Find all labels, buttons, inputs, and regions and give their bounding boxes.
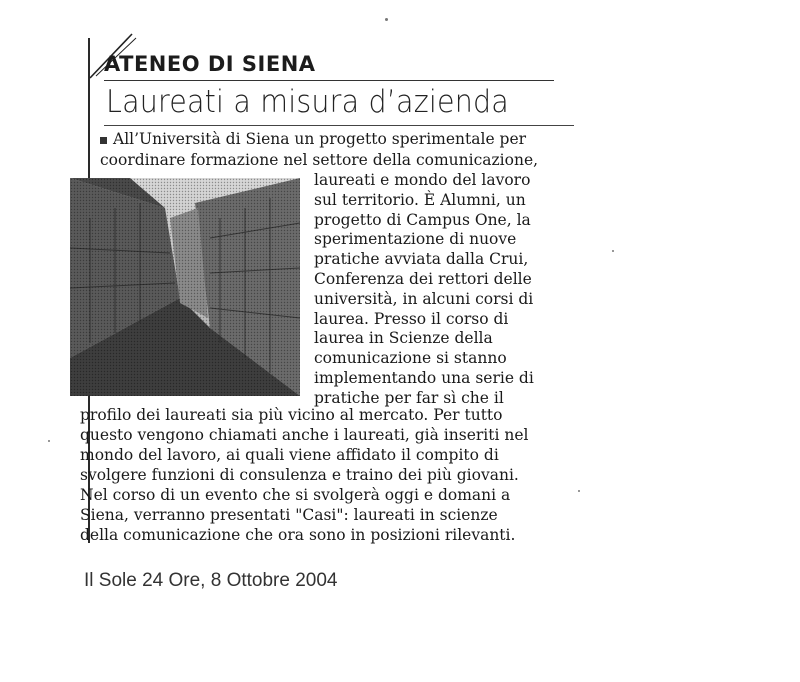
scan-speck: [48, 440, 50, 442]
text-line: mondo del lavoro, ai quali viene affidato il compito di: [80, 446, 499, 464]
text-line: sperimentazione di nuove: [314, 230, 517, 249]
section-rule: [104, 80, 554, 81]
lead-line: All’Università di Siena un progetto sperimentale per: [100, 129, 590, 150]
article-headline: Laureati a misura d’azienda: [106, 84, 509, 120]
article-photo: [70, 178, 300, 396]
text-line: laurea in Scienze della: [314, 329, 493, 348]
newspaper-clipping: [70, 30, 590, 555]
text-line: università, in alcuni corsi di: [314, 289, 534, 308]
lead-line: coordinare formazione nel settore della comunicazione,: [100, 151, 539, 169]
text-line: laurea. Presso il corso di: [314, 309, 509, 328]
full-width-text: [80, 405, 570, 545]
text-line: della comunicazione che ora sono in posizioni rilevanti.: [80, 526, 516, 544]
text-line: svolgere funzioni di consulenza e traino dei più giovani.: [80, 466, 519, 484]
scan-speck: [612, 250, 614, 252]
text-line: questo vengono chiamati anche i laureati, già inseriti nel: [80, 426, 529, 444]
text-line: progetto di Campus One, la: [314, 210, 531, 229]
scan-speck: [385, 18, 388, 21]
text-line: profilo dei laureati sia più vicino al mercato. Per tutto: [80, 406, 503, 424]
lead-paragraph: [100, 129, 590, 171]
headline-rule: [104, 125, 574, 126]
bullet-square-icon: [100, 137, 107, 144]
source-caption: Il Sole 24 Ore, 8 Ottobre 2004: [84, 570, 338, 591]
text-line: pratiche per far sì che il: [314, 388, 504, 407]
text-line: Siena, verranno presentati "Casi": laureati in scienze: [80, 506, 498, 524]
wrapped-column-text: [314, 171, 564, 409]
section-heading: ATENEO DI SIENA: [104, 52, 316, 76]
text-line: comunicazione si stanno: [314, 349, 507, 368]
text-line: sul territorio. È Alumni, un: [314, 190, 526, 209]
text-line: pratiche avviata dalla Crui,: [314, 250, 529, 269]
text-line: Nel corso di un evento che si svolgerà oggi e domani a: [80, 486, 511, 504]
scan-speck: [578, 490, 580, 492]
text-line: laureati e mondo del lavoro: [314, 171, 531, 189]
text-line: Conferenza dei rettori delle: [314, 269, 532, 288]
text-line: implementando una serie di: [314, 368, 534, 387]
